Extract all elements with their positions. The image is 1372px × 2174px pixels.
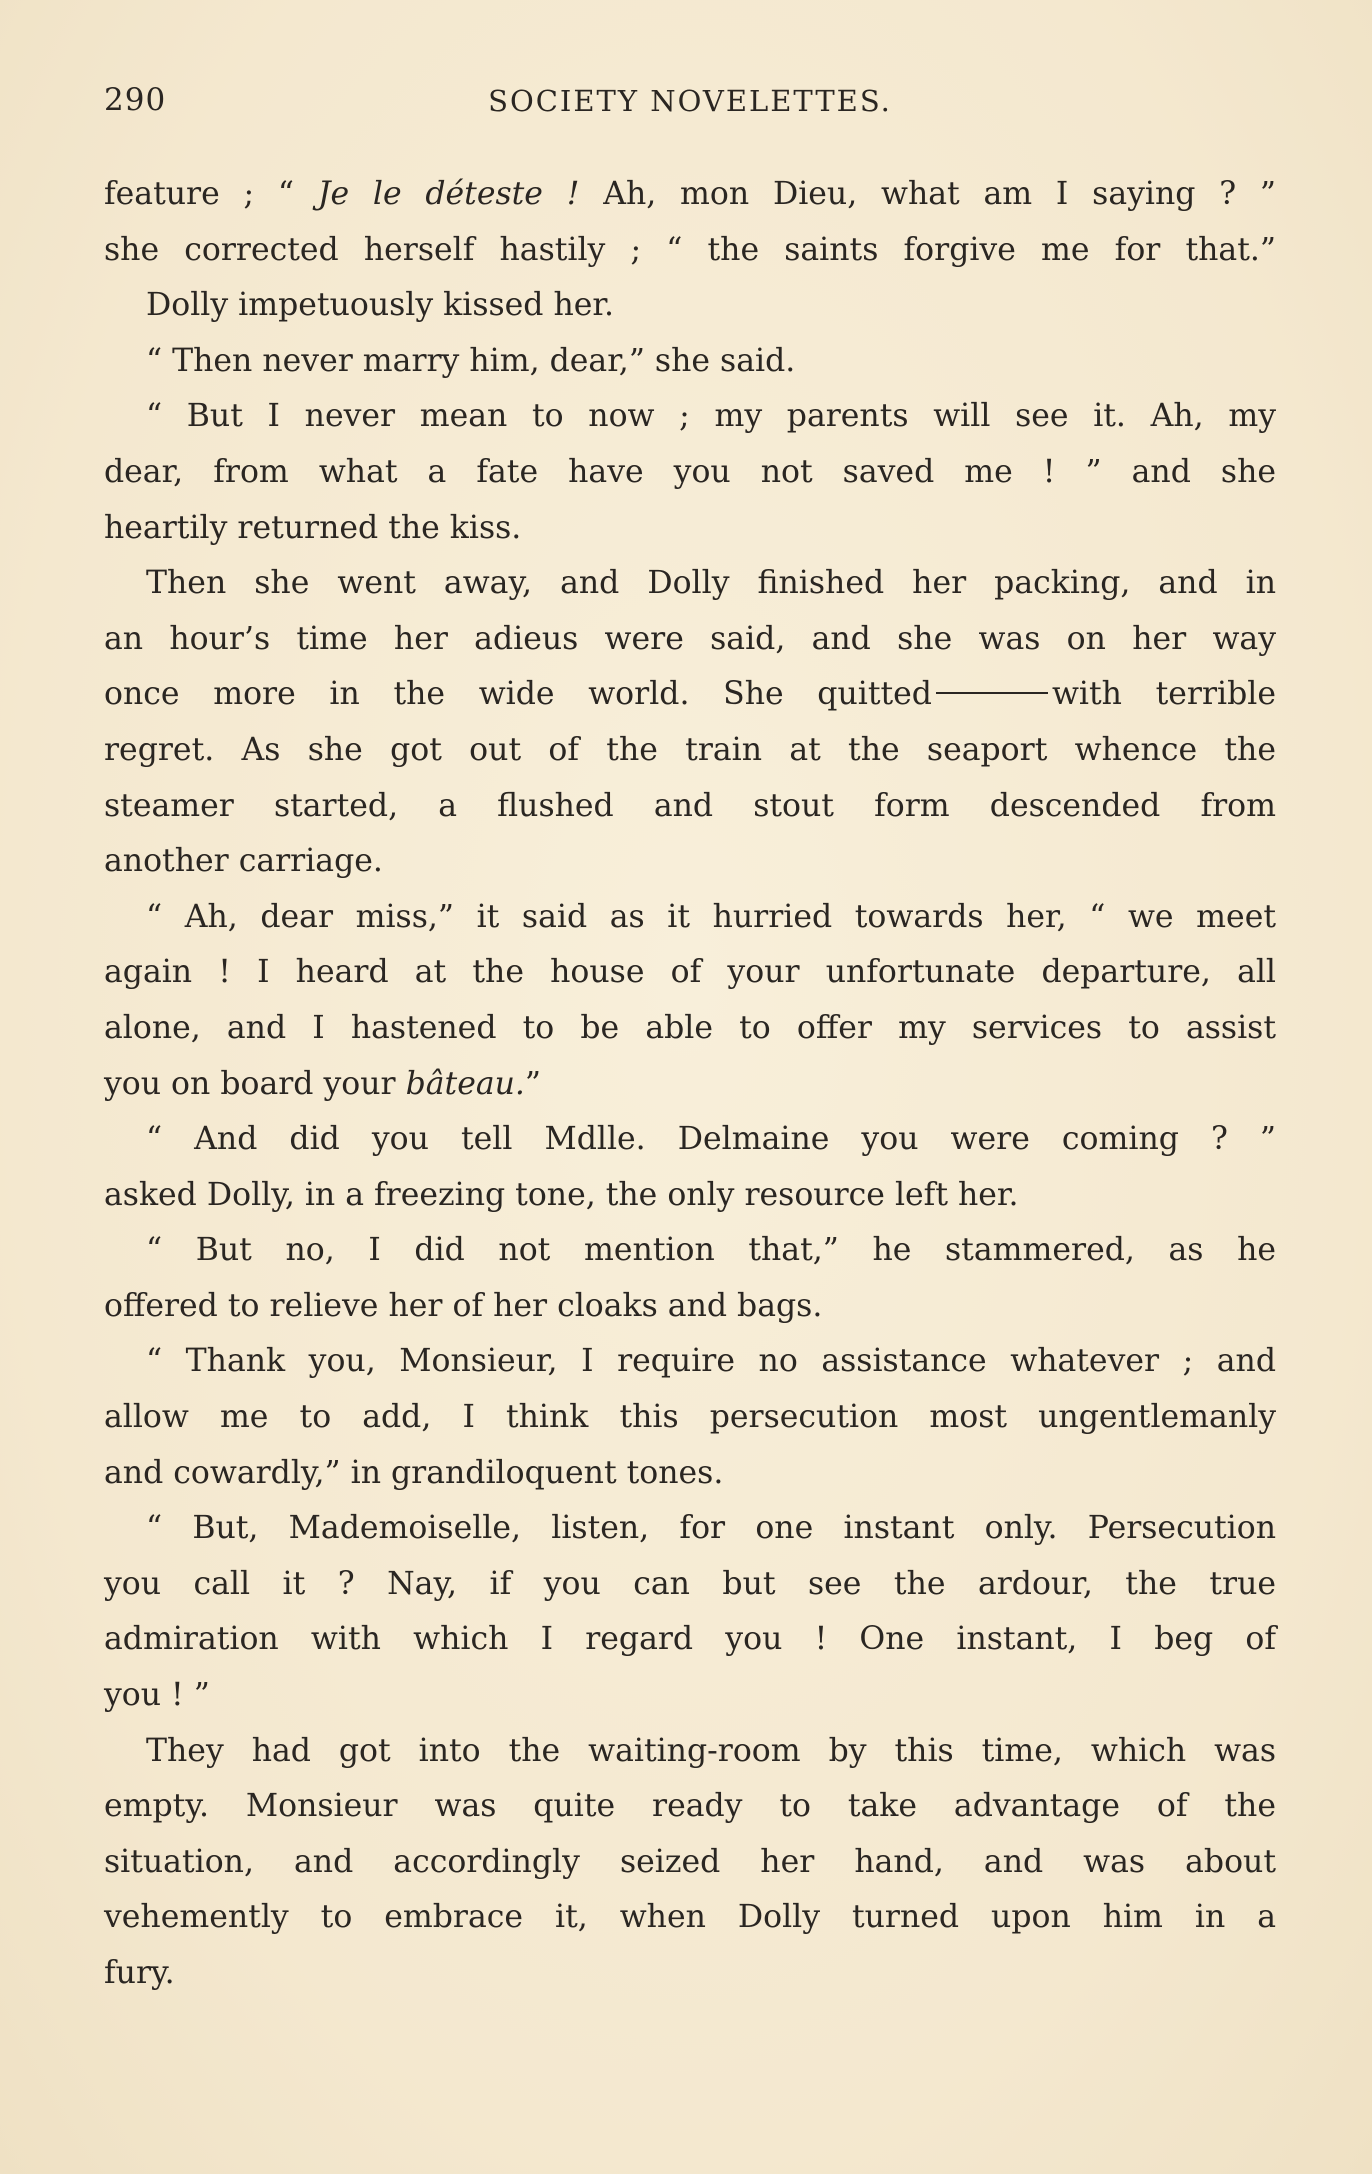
body-text	[104, 167, 1276, 2002]
text-line: another carriage.	[104, 843, 383, 880]
text-line: admiration with which I regard you ! One instant, I beg of	[104, 1621, 1276, 1658]
text-line: you on board your bâteau.”	[104, 1065, 542, 1102]
text-line: vehemently to embrace it, when Dolly turned upon him in a	[104, 1899, 1276, 1936]
text-line: Then she went away, and Dolly finished her packing, and in	[146, 565, 1276, 602]
text-line: again ! I heard at the house of your unfortunate departure, all	[104, 954, 1276, 991]
page-number: 290	[104, 82, 167, 118]
text-line: fury.	[104, 1955, 175, 1991]
text-line: offered to relieve her of her cloaks and bags.	[104, 1287, 823, 1324]
text-line: steamer started, a flushed and stout form descended from	[104, 787, 1276, 824]
text-line: “ And did you tell Mdlle. Delmaine you were coming ? ”	[146, 1121, 1276, 1158]
text-line: “ But, Mademoiselle, listen, for one instant only. Persecution	[146, 1510, 1276, 1547]
text-line: empty. Monsieur was quite ready to take advantage of the	[104, 1788, 1276, 1825]
text-line: dear, from what a fate have you not saved me ! ” and she	[104, 453, 1276, 490]
text-line: you call it ? Nay, if you can but see the ardour, the true	[104, 1565, 1276, 1602]
text-line: allow me to add, I think this persecution most ungentlemanly	[104, 1399, 1276, 1436]
text-line: and cowardly,” in grandiloquent tones.	[104, 1454, 724, 1491]
text-line: situation, and accordingly seized her hand, and was about	[104, 1843, 1276, 1880]
text-line: you ! ”	[104, 1677, 210, 1714]
text-line: Dolly impetuously kissed her.	[146, 287, 615, 324]
text-line: once more in the wide world. She quitted with terrible	[104, 676, 1276, 713]
text-line: an hour’s time her adieus were said, and she was on her way	[104, 620, 1276, 657]
em-dash-rule	[936, 692, 1048, 694]
text-line: “ Ah, dear miss,” it said as it hurried towards her, “ we meet	[146, 898, 1276, 935]
text-line: regret. As she got out of the train at the seaport whence the	[104, 731, 1276, 768]
text-line: she corrected herself hastily ; “ the saints forgive me for that.”	[104, 231, 1276, 268]
text-line: asked Dolly, in a freezing tone, the only resource left her.	[104, 1176, 1019, 1213]
text-line: heartily returned the kiss.	[104, 509, 522, 546]
running-title: SOCIETY NOVELETTES.	[488, 84, 892, 118]
page-header	[104, 82, 1276, 122]
text-line: They had got into the waiting-room by this time, which was	[146, 1732, 1276, 1769]
text-line: alone, and I hastened to be able to offer my services to assist	[104, 1009, 1276, 1046]
text-line: feature ; “ Je le déteste ! Ah, mon Dieu, what am I saying ? ”	[104, 176, 1276, 212]
text-line: “ Thank you, Monsieur, I require no assistance whatever ; and	[146, 1343, 1276, 1380]
text-line: “ But no, I did not mention that,” he stammered, as he	[146, 1232, 1276, 1269]
text-line: “ Then never marry him, dear,” she said.	[146, 342, 796, 379]
text-line: “ But I never mean to now ; my parents will see it. Ah, my	[146, 398, 1276, 435]
